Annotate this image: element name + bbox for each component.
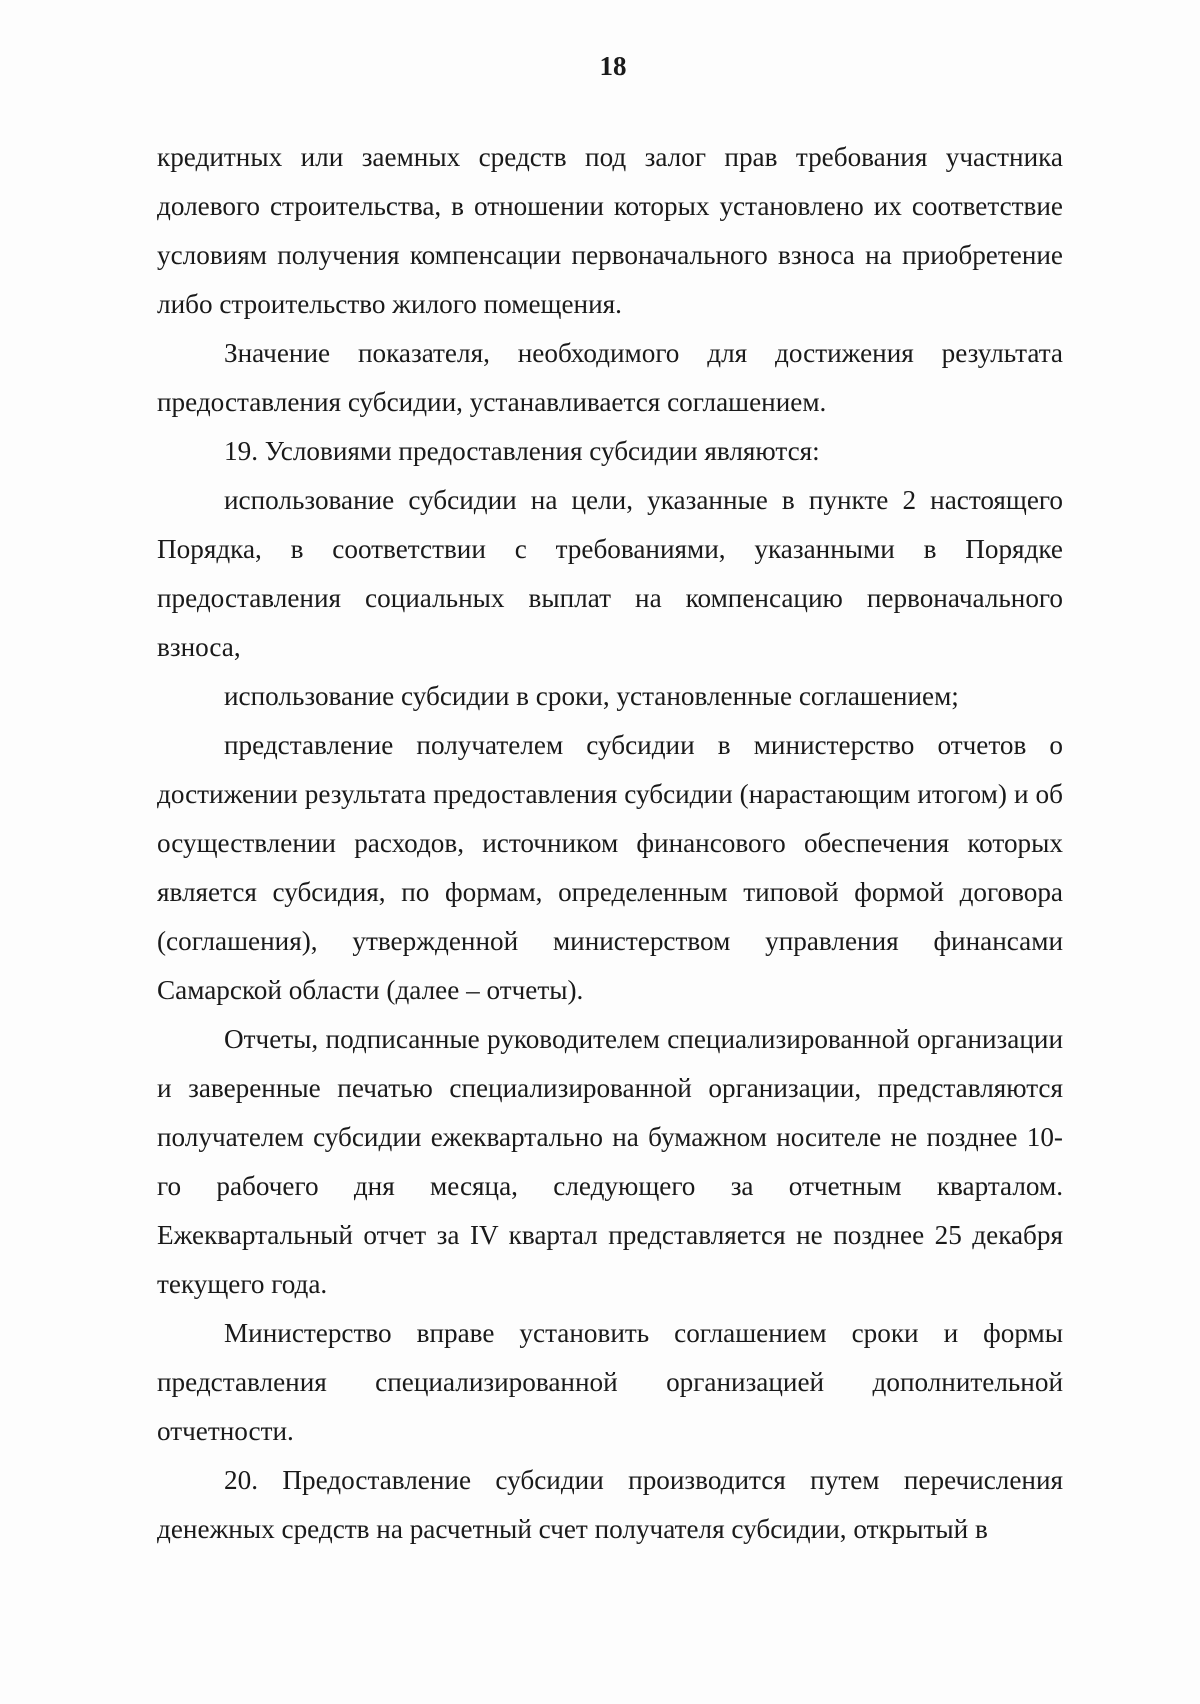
document-body: [157, 133, 1063, 1554]
paragraph-reports-submission: представление получателем субсидии в министерство отчетов о достижении результата предоставления субсидии (нарастающим итогом) и об осуществлении расходов, источником финансового обеспечения которых является субсидия, по формам, определенным типовой формой договора (соглашения), утвержденной министерством управления финансами Самарской области (далее – отчеты).: [157, 730, 1063, 1005]
paragraph-credit-funds: кредитных или заемных средств под залог прав требования участника долевого строительства, в отношении которых установлено их соответствие условиям получения компенсации первоначального взноса на приобретение либо строительство жилого помещения.: [157, 142, 1063, 319]
paragraph-reports-signing: Отчеты, подписанные руководителем специализированной организации и заверенные печатью специализированной организации, представляются получателем субсидии ежеквартально на бумажном носителе не позднее 10-го рабочего дня месяца, следующего за отчетным кварталом. Ежеквартальный отчет за IV квартал представляется не позднее 25 декабря текущего года.: [157, 1024, 1063, 1299]
paragraph-indicator-value: Значение показателя, необходимого для достижения результата предоставления субсидии, устанавливается соглашением.: [157, 338, 1063, 417]
paragraph-section-19-heading: 19. Условиями предоставления субсидии являются:: [224, 436, 820, 466]
paragraph-subsidy-purpose: использование субсидии на цели, указанные в пункте 2 настоящего Порядка, в соответствии с требованиями, указанными в Порядке предоставления социальных выплат на компенсацию первоначального взноса,: [157, 485, 1063, 662]
paragraph-section-20: 20. Предоставление субсидии производится путем перечисления денежных средств на расчетный счет получателя субсидии, открытый в: [157, 1465, 1063, 1544]
paragraph-additional-reporting: Министерство вправе установить соглашением сроки и формы представления специализированной организацией дополнительной отчетности.: [157, 1318, 1063, 1446]
page-number: 18: [599, 51, 627, 81]
paragraph-subsidy-terms: использование субсидии в сроки, установленные соглашением;: [224, 681, 959, 711]
